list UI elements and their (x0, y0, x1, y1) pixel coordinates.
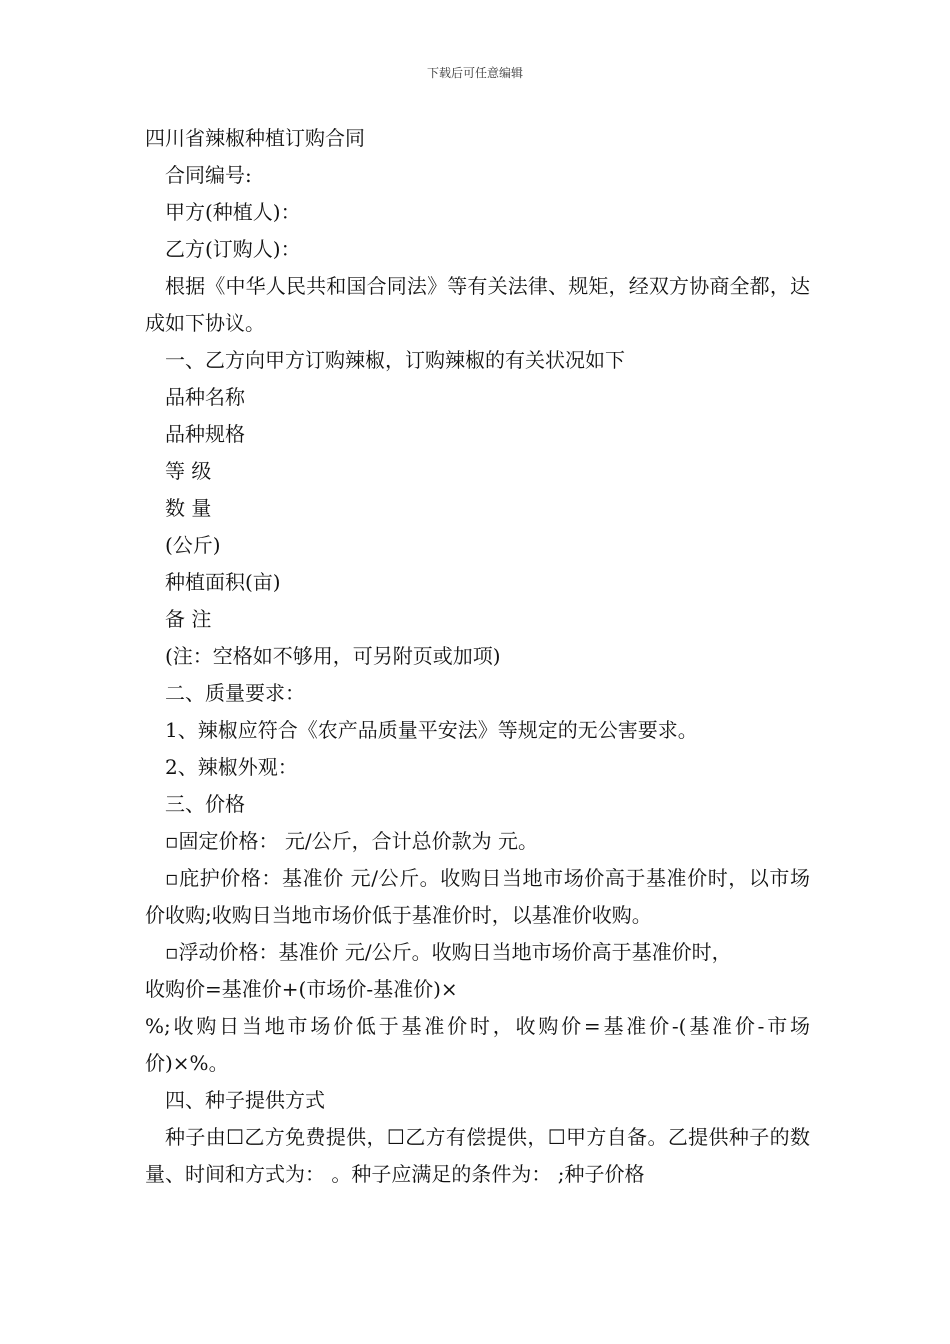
protected-price-option: ▫庇护价格：基准价 元/公斤。收购日当地市场价高于基准价时，以市场价收购;收购日当地市场价低于基准价时，以基准价收购。 (145, 866, 810, 927)
contract-number-label: 合同编号: (165, 163, 252, 187)
floating-price-formula-cont: %;收购日当地市场价低于基准价时，收购价=基准价-(基准价-市场价)×%。 (145, 1014, 810, 1075)
section-1-note: (注：空格如不够用，可另附页或加项) (165, 644, 501, 668)
seed-supply-paragraph: 种子由☐乙方免费提供，☐乙方有偿提供，☐甲方自备。乙提供种子的数量、时间和方式为： 。种子应满足的条件为： ;种子价格 (145, 1125, 810, 1186)
section-2-item: 1、辣椒应符合《农产品质量平安法》等规定的无公害要求。 (165, 718, 698, 742)
intro-paragraph: 根据《中华人民共和国合同法》等有关法律、规矩，经双方协商全都，达成如下协议。 (145, 274, 810, 335)
section-1-item: 种植面积(亩) (165, 570, 281, 594)
section-1-item: 数 量 (165, 496, 212, 520)
section-1-item: 品种规格 (165, 422, 245, 446)
section-1-title: 一、乙方向甲方订购辣椒，订购辣椒的有关状况如下 (165, 348, 625, 372)
floating-price-option: ▫浮动价格：基准价 元/公斤。收购日当地市场价高于基准价时， (165, 940, 732, 964)
floating-price-formula: 收购价=基准价+(市场价-基准价)× (145, 977, 458, 1001)
section-1-item: 品种名称 (165, 385, 245, 409)
party-a-label: 甲方(种植人)： (165, 200, 301, 224)
section-4-title: 四、种子提供方式 (165, 1088, 325, 1112)
section-2-title: 二、质量要求： (165, 681, 305, 705)
contract-document (145, 120, 810, 1193)
section-1-item: 等 级 (165, 459, 212, 483)
party-b-label: 乙方(订购人)： (165, 237, 301, 261)
section-3-title: 三、价格 (165, 792, 245, 816)
page-header: 下载后可任意编辑 (426, 66, 523, 80)
section-2-item: 2、辣椒外观： (165, 755, 298, 779)
section-1-item: 备 注 (165, 607, 212, 631)
section-1-item: (公斤) (165, 533, 221, 557)
document-title: 四川省辣椒种植订购合同 (145, 126, 365, 150)
fixed-price-option: ▫固定价格： 元/公斤，合计总价款为 元。 (165, 829, 539, 853)
